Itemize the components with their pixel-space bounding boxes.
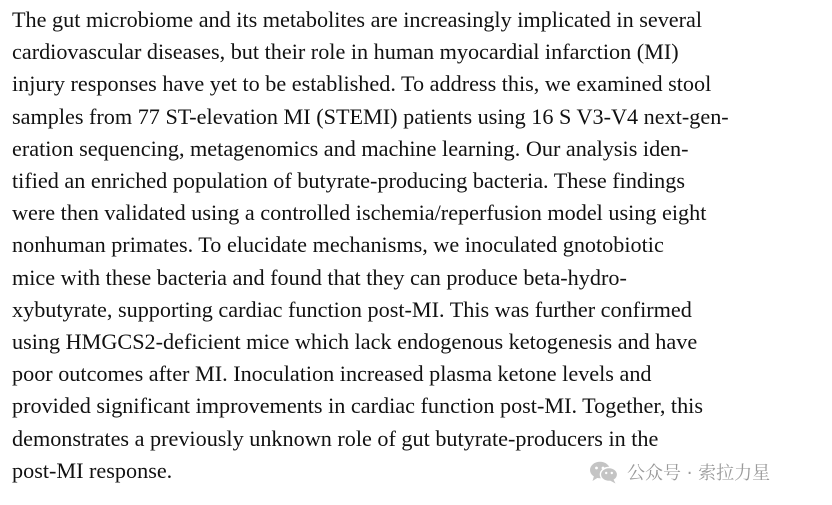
abstract-line: The gut microbiome and its metabolites are increasingly implicated in several <box>12 7 703 32</box>
abstract-text <box>12 4 824 487</box>
abstract-line: poor outcomes after MI. Inoculation increased plasma ketone levels and <box>12 361 652 387</box>
abstract-line: xybutyrate, supporting cardiac function post-MI. This was further confirmed <box>12 296 692 322</box>
wechat-icon <box>589 460 619 484</box>
abstract-line: demonstrates a previously unknown role of gut butyrate-producers in the <box>12 425 659 451</box>
watermark <box>589 458 770 486</box>
abstract-line: mice with these bacteria and found that they can produce beta-hydro- <box>12 264 627 290</box>
abstract-line: injury responses have yet to be established. To address this, we examined stool <box>12 71 712 97</box>
abstract-line: post-MI response. <box>12 457 173 483</box>
abstract-line: nonhuman primates. To elucidate mechanisms, we inoculated gnotobiotic <box>12 232 664 258</box>
abstract-line: eration sequencing, metagenomics and machine learning. Our analysis iden- <box>12 135 689 161</box>
abstract-line: provided significant improvements in cardiac function post-MI. Together, this <box>12 393 703 419</box>
abstract-line: using HMGCS2-deficient mice which lack endogenous ketogenesis and have <box>12 329 698 355</box>
abstract-line: cardiovascular diseases, but their role in human myocardial infarction (MI) <box>12 39 679 65</box>
abstract-line: tified an enriched population of butyrate-producing bacteria. These findings <box>12 168 686 194</box>
watermark-text: 公众号 · 索拉力星 <box>627 463 771 484</box>
abstract-line: were then validated using a controlled ischemia/reperfusion model using eight <box>12 200 707 226</box>
abstract-line: samples from 77 ST-elevation MI (STEMI) patients using 16 S V3-V4 next-gen- <box>12 103 729 129</box>
